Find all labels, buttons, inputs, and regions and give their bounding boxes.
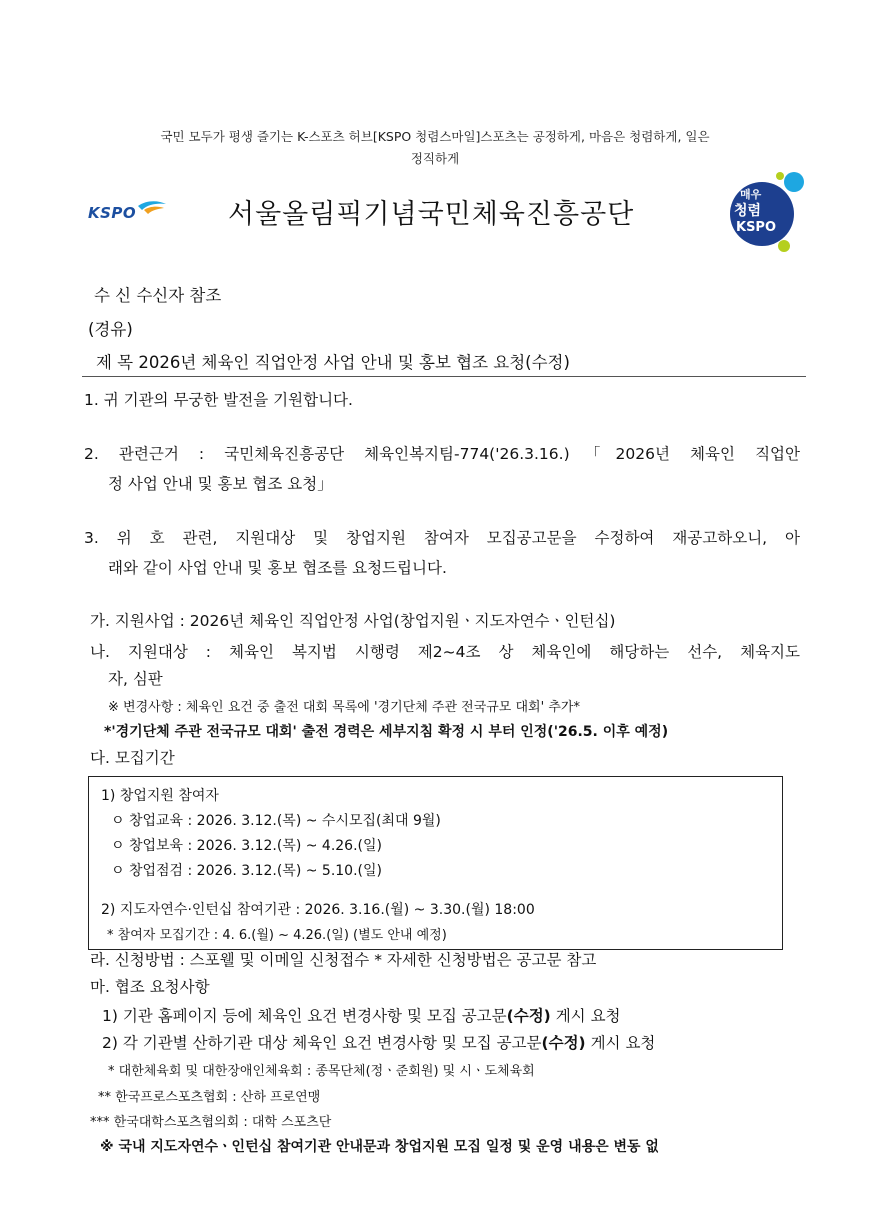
- recipient-line: 수 신 수신자 참조: [94, 286, 222, 305]
- request-1-revised: (수정): [506, 1007, 551, 1025]
- request-2-tail: 게시 요청: [585, 1034, 656, 1052]
- period-row-inspection: ㅇ 창업점검 : 2026. 3.12.(목) ~ 5.10.(일): [111, 863, 382, 879]
- organization-name: 서울올림픽기념국민체육진흥공단: [228, 199, 635, 230]
- item-na-line-1: 나. 지원대상 : 체육인 복지법 시행령 제2~4조 상 체육인에 해당하는 선수, 체육지도: [90, 643, 800, 661]
- emblem-line-2: 청렴: [734, 203, 762, 219]
- paragraph-1: 1. 귀 기관의 무궁한 발전을 기원합니다.: [84, 391, 353, 409]
- paragraph-3-line-1: 3. 위 호 관련, 지원대상 및 창업지원 참여자 모집공고문을 수정하여 재공고하오니, 아: [84, 529, 800, 547]
- emblem-line-1: 매우: [740, 188, 762, 201]
- item-na-line-2: 자, 심판: [108, 670, 163, 688]
- change-note: ※ 변경사항 : 체육인 요건 중 출전 대회 목록에 '경기단체 주관 전국규모 대회' 추가*: [108, 700, 580, 715]
- item-ra: 라. 신청방법 : 스포웰 및 이메일 신청접수 * 자세한 신청방법은 공고문 참고: [90, 951, 597, 969]
- period-note-2: * 참여자 모집기간 : 4. 6.(월) ~ 4.26.(일) (별도 안내 예정): [107, 928, 447, 943]
- period-title-2: 2) 지도자연수·인턴십 참여기관 : 2026. 3.16.(월) ~ 3.30.(월) 18:00: [101, 902, 535, 918]
- period-row-incubation: ㅇ 창업보육 : 2026. 3.12.(목) ~ 4.26.(일): [111, 838, 382, 854]
- footnote-2: ** 한국프로스포츠협회 : 산하 프로연맹: [98, 1090, 321, 1105]
- paragraph-3-line-2: 래와 같이 사업 안내 및 홍보 협조를 요청드립니다.: [108, 559, 447, 577]
- slogan-line-1: 국민 모두가 평생 즐기는 K-스포츠 허브[KSPO 청렴스마일]스포츠는 공정하게, 마음은 청렴하게, 일은: [160, 129, 710, 144]
- kspo-logo-text: KSPO: [88, 204, 137, 222]
- paragraph-2-line-1: 2. 관련근거 : 국민체육진흥공단 체육인복지팀-774('26.3.16.)「2026년 체육인 직업안: [84, 445, 800, 463]
- item-ga: 가. 지원사업 : 2026년 체육인 직업안정 사업(창업지원ㆍ지도자연수ㆍ인턴십): [90, 612, 616, 630]
- integrity-emblem: [722, 170, 808, 256]
- period-title-1: 1) 창업지원 참여자: [101, 788, 219, 804]
- paragraph-2-line-2: 정 사업 안내 및 홍보 협조 요청」: [108, 475, 333, 493]
- request-2: [102, 1031, 655, 1053]
- request-2-text: 2) 각 기관별 산하기관 대상 체육인 요건 변경사항 및 모집 공고문: [102, 1034, 542, 1052]
- subject-line: 제 목 2026년 체육인 직업안정 사업 안내 및 홍보 협조 요청(수정): [96, 353, 570, 372]
- recruitment-period-box: [88, 776, 783, 950]
- request-1: [102, 1004, 621, 1026]
- via-line: (경유): [88, 320, 133, 339]
- final-note: ※ 국내 지도자연수ㆍ인턴십 참여기관 안내문과 창업지원 모집 일정 및 운영 내용은 변동 없: [100, 1139, 659, 1155]
- item-ma: 마. 협조 요청사항: [90, 978, 210, 996]
- slogan-line-2: 정직하게: [410, 151, 460, 166]
- emblem-line-3: KSPO: [736, 220, 777, 235]
- bold-note: *'경기단체 주관 전국규모 대회' 출전 경력은 세부지침 확정 시 부터 인정('26.5. 이후 예정): [104, 724, 669, 740]
- footnote-3: *** 한국대학스포츠협의회 : 대학 스포츠단: [90, 1115, 332, 1130]
- item-da: 다. 모집기간: [90, 749, 175, 767]
- request-2-revised: (수정): [541, 1034, 586, 1052]
- footnote-1: * 대한체육회 및 대한장애인체육회 : 종목단체(정ㆍ준회원) 및 시ㆍ도체육회: [108, 1064, 535, 1079]
- request-1-text: 1) 기관 홈페이지 등에 체육인 요건 변경사항 및 모집 공고문: [102, 1007, 507, 1025]
- header-divider: [82, 376, 806, 377]
- kspo-logo: [86, 198, 170, 226]
- request-1-tail: 게시 요청: [550, 1007, 621, 1025]
- period-row-education: ㅇ 창업교육 : 2026. 3.12.(목) ~ 수시모집(최대 9월): [111, 813, 441, 829]
